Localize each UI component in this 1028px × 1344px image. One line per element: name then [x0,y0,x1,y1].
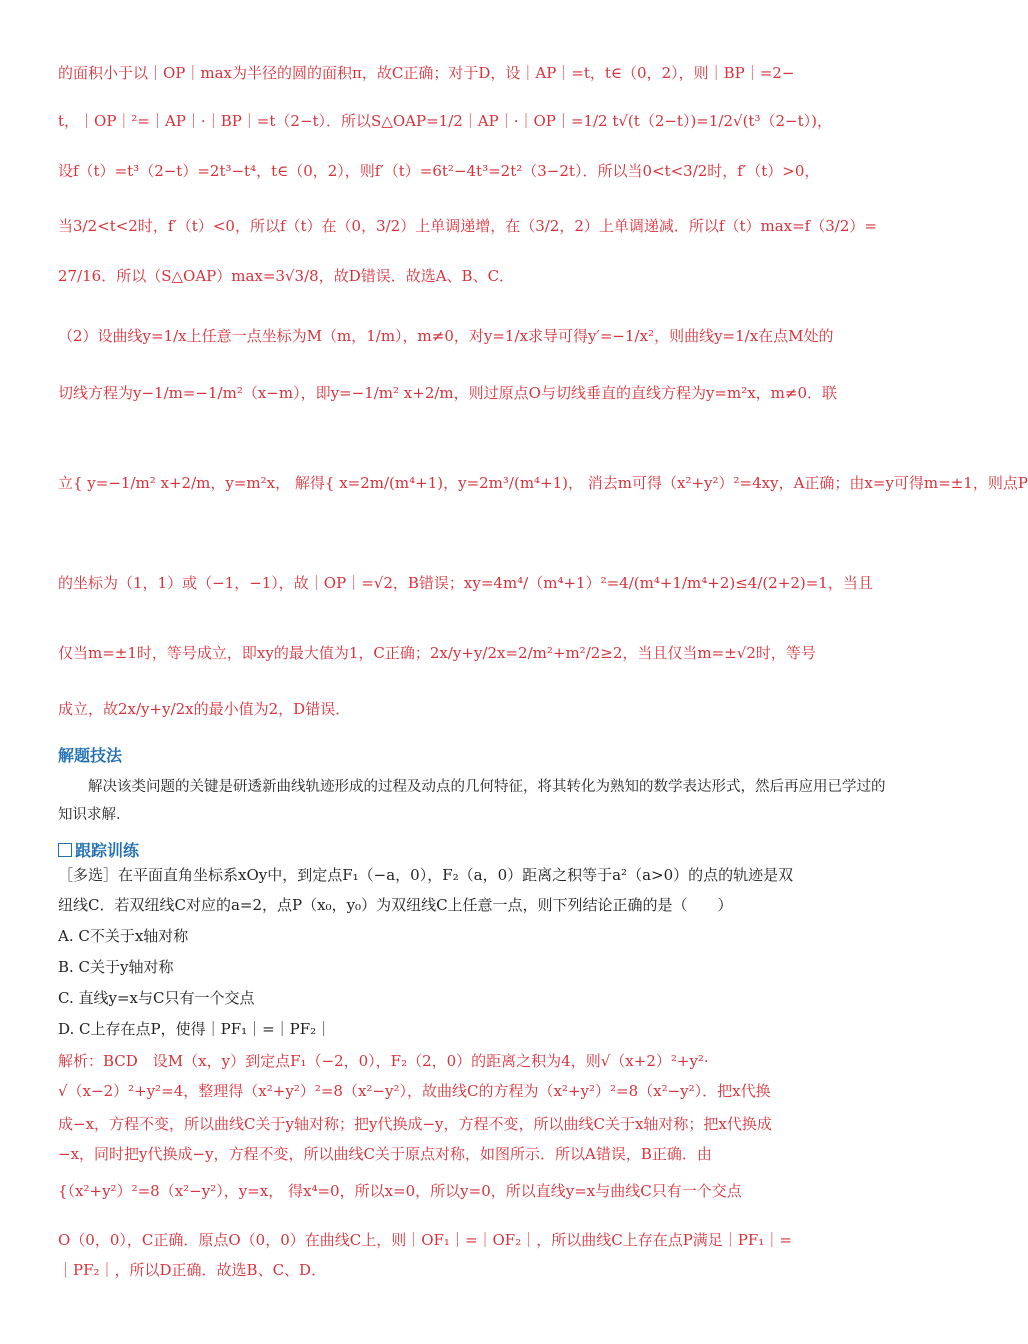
answer-line-3: 成−x，方程不变，所以曲线C关于y轴对称；把y代换成−y，方程不变，所以曲线C关于x轴对称；把x代换成 [58,1115,772,1133]
solution-line-4: 当3/2<t<2时，f′（t）<0，所以f（t）在（0，3/2）上单调递增，在（3/2，2）上单调递减．所以f（t）max=f（3/2）= [58,217,877,235]
option-d: D. C上存在点P，使得｜PF₁｜=｜PF₂｜ [58,1020,332,1038]
solution2-line-4: 的坐标为（1，1）或（−1，−1），故｜OP｜=√2，B错误；xy=4m⁴/（m⁴+1）²=4/(m⁴+1/m⁴+2)≤4/(2+2)=1，当且 [58,574,873,592]
solution-line-3: 设f（t）=t³（2−t）=2t³−t⁴，t∈（0，2），则f′（t）=6t²−4t³=2t²（3−2t）．所以当0<t<3/2时，f′（t）>0， [58,162,820,180]
answer-line-5: {（x²+y²）²=8（x²−y²），y=x， 得x⁴=0，所以x=0，所以y=0，所以直线y=x与曲线C只有一个交点 [58,1182,742,1200]
solution-line-1: 的面积小于以｜OP｜max为半径的圆的面积π，故C正确；对于D，设｜AP｜=t，t∈（0，2），则｜BP｜=2− [58,64,795,82]
checkbox-square-icon [58,843,72,857]
technique-text: 解决该类问题的关键是研透新曲线轨迹形成的过程及动点的几何特征，将其转化为熟知的数学表达形式，然后再应用已学过的知识求解． [58,779,886,823]
solution2-line-2: 切线方程为y−1/m=−1/m²（x−m），即y=−1/m² x+2/m，则过原点O与切线垂直的直线方程为y=m²x，m≠0．联 [58,384,838,402]
question-line-1: ［多选］在平面直角坐标系xOy中，到定点F₁（−a，0），F₂（a，0）距离之积等于a²（a>0）的点的轨迹是双 [58,866,794,884]
question-line-2: 纽线C．若双纽线C对应的a=2，点P（x₀，y₀）为双纽线C上任意一点，则下列结论正确的是（ ） [58,896,733,914]
solution-line-2: t，｜OP｜²=｜AP｜·｜BP｜=t（2−t）．所以S△OAP=1/2｜AP｜·｜OP｜=1/2 t√(t（2−t）)=1/2√(t³（2−t）)， [58,112,832,130]
solution2-line-5: 仅当m=±1时，等号成立，即xy的最大值为1，C正确；2x/y+y/2x=2/m²+m²/2≥2，当且仅当m=±√2时，等号 [58,644,816,662]
answer-line-4: −x，同时把y代换成−y，方程不变，所以曲线C关于原点对称，如图所示．所以A错误，B正确．由 [58,1145,712,1163]
technique-heading: 解题技法 [58,746,123,765]
practice-heading: 跟踪训练 [75,841,140,860]
solution-line-5: 27/16．所以（S△OAP）max=3√3/8，故D错误．故选A、B、C． [58,267,515,285]
option-a: A. C不关于x轴对称 [58,927,189,945]
answer-line-2: √（x−2）²+y²=4，整理得（x²+y²）²=8（x²−y²），故曲线C的方程为（x²+y²）²=8（x²−y²）．把x代换 [58,1082,771,1100]
solution2-line-6: 成立，故2x/y+y/2x的最小值为2，D错误． [58,700,351,718]
solution2-line-3: 立{ y=−1/m² x+2/m，y=m²x， 解得{ x=2m/(m⁴+1)，y=2m³/(m⁴+1)， 消去m可得（x²+y²）²=4xy，A正确；由x=y可得m=±1，则点P [58,474,1028,492]
answer-line-7: ｜PF₂｜，所以D正确．故选B、C、D． [58,1261,327,1279]
option-b: B. C关于y轴对称 [58,958,174,976]
option-c: C. 直线y=x与C只有一个交点 [58,989,255,1007]
practice-heading-row [58,838,139,861]
solution2-line-1: （2）设曲线y=1/x上任意一点坐标为M（m，1/m），m≠0，对y=1/x求导可得y′=−1/x²，则曲线y=1/x在点M处的 [58,327,834,345]
answer-line-1: 解析：BCD 设M（x，y）到定点F₁（−2，0），F₂（2，0）的距离之积为4，则√（x+2）²+y²· [58,1052,709,1070]
answer-line-6: O（0，0），C正确．原点O（0，0）在曲线C上，则｜OF₁｜=｜OF₂｜，所以曲线C上存在点P满足｜PF₁｜= [58,1231,792,1249]
